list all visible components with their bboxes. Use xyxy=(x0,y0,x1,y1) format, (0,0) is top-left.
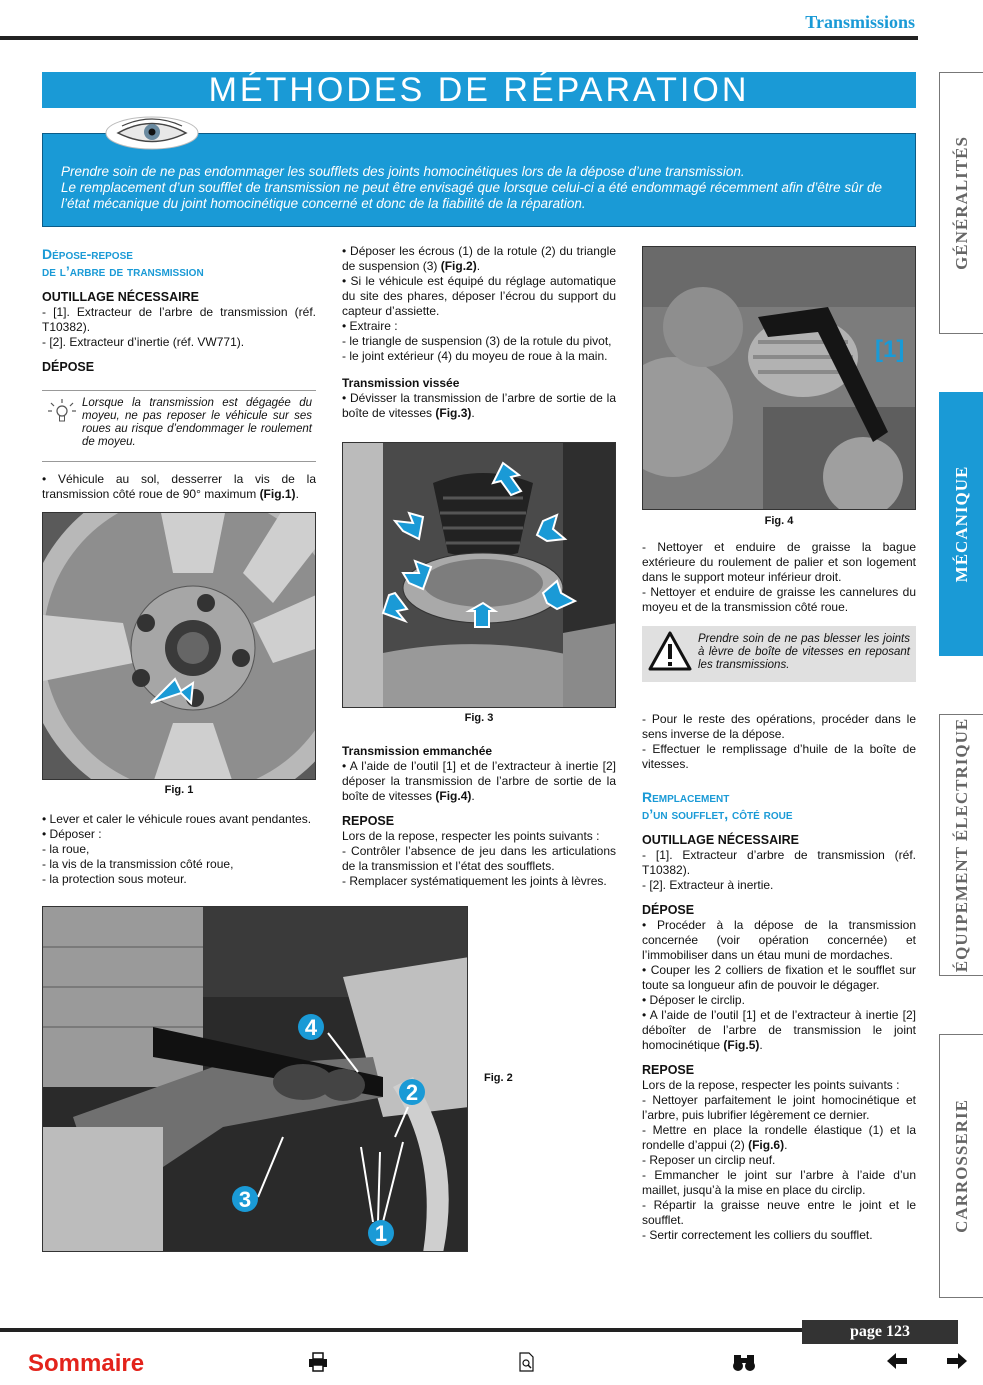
paragraph: - Reposer un circlip neuf. xyxy=(642,1153,776,1167)
tab-carrosserie[interactable]: CARROSSERIE xyxy=(939,1034,983,1298)
paragraph: - Répartir la graisse neuve entre le joint et le soufflet. xyxy=(642,1198,916,1227)
arrow-left-icon[interactable] xyxy=(886,1352,908,1376)
suspension-image xyxy=(43,907,468,1252)
depose-title: DÉPOSE xyxy=(42,360,95,374)
paragraph: Lors de la repose, respecter les points suivants : xyxy=(342,829,600,843)
search-page-icon[interactable] xyxy=(518,1352,536,1378)
list-item: - la protection sous moteur. xyxy=(42,872,187,886)
tab-equipement-electrique[interactable]: ÉQUIPEMENT ÉLECTRIQUE xyxy=(939,714,983,976)
paragraph: • Couper les 2 colliers de fixation et le soufflet sur toute sa longueur afin de pouvoir le dégager. xyxy=(642,963,916,992)
warning-icon xyxy=(648,631,692,671)
figure-3-caption: Fig. 3 xyxy=(464,712,494,724)
print-icon[interactable] xyxy=(308,1352,328,1378)
section-title-remplacement: Remplacement d’un soufflet, côté roue xyxy=(642,789,793,822)
column-1 xyxy=(42,246,316,375)
paragraph: • Procéder à la dépose de la transmission concernée (voir opération concernée) et l’immobiliser dans un étau muni de mordaches. xyxy=(642,918,916,962)
tool-item: - [2]. Extracteur à inertie. xyxy=(642,878,774,892)
paragraph: • A l’aide de l’outil [1] et de l’extracteur à inertie [2] déposer la transmission de l’arbre de sortie de la boîte de vitesses (Fig.4). xyxy=(342,759,616,803)
repose-title: REPOSE xyxy=(342,814,395,828)
driveshaft-image xyxy=(343,443,616,708)
figure-4-caption: Fig. 4 xyxy=(764,515,794,527)
list-item: - la roue, xyxy=(42,842,90,856)
extractor-tool-image xyxy=(643,247,916,510)
page-title: MÉTHODES DE RÉPARATION xyxy=(42,72,916,108)
intro-line-2: Le remplacement d’un soufflet de transmission ne peut être envisagé que lorsque celui-ci a été endommagé récemment afin d’être sûr de l’état mécanique du joint homocinétique concerné et donc de la fiabilité de la réparation. xyxy=(61,180,882,211)
figure-1-photo xyxy=(42,512,316,780)
paragraph: • Dévisser la transmission de l’arbre de sortie de la boîte de vitesses (Fig.3). xyxy=(342,391,616,420)
paragraph: - Contrôler l’absence de jeu dans les articulations de la transmission et l’état des soufflets. xyxy=(342,844,616,873)
paragraph: - Remplacer systématiquement les joints à lèvres. xyxy=(342,874,607,888)
tools-title: OUTILLAGE NÉCESSAIRE xyxy=(42,290,199,304)
callout-1 xyxy=(368,1220,394,1246)
paragraph: - Sertir correctement les colliers du soufflet. xyxy=(642,1228,873,1242)
svg-text:1: 1 xyxy=(374,1221,388,1246)
note-text: Lorsque la transmission est dégagée du moyeu, ne pas reposer le véhicule sur ses roues au risque d’endommager le roulement de moyeu. xyxy=(82,397,312,448)
intro-line-1: Prendre soin de ne pas endommager les soufflets des joints homocinétiques lors de la dépose d’une transmission. xyxy=(61,164,745,179)
callout-2 xyxy=(399,1079,425,1105)
figure-2-photo xyxy=(42,906,468,1252)
paragraph: • Si le véhicule est équipé du réglage automatique du site des phares, déposer l’écrou du support du capteur d’assiette. xyxy=(342,274,616,318)
sommaire-link[interactable]: Sommaire xyxy=(28,1350,145,1377)
figure-4-photo xyxy=(642,246,916,510)
paragraph: • Déposer le circlip. xyxy=(642,993,745,1007)
wheel-hub-image xyxy=(43,513,316,780)
note-box xyxy=(42,390,316,462)
vissee-title: Transmission vissée xyxy=(342,376,460,390)
paragraph: - Nettoyer et enduire de graisse la bague extérieure du roulement de palier et son logement dans le support moteur inférieur droit. xyxy=(642,540,916,584)
section-title-depose-repose: Dépose-repose de l’arbre de transmission xyxy=(42,246,204,279)
binoculars-icon[interactable] xyxy=(732,1352,756,1378)
warning-box xyxy=(642,626,916,682)
paragraph: - Effectuer le remplissage d’huile de la boîte de vitesses. xyxy=(642,742,916,771)
paragraph: - Mettre en place la rondelle élastique (1) et la rondelle d’appui (2) (Fig.6). xyxy=(642,1123,916,1152)
emmanchee-block xyxy=(342,744,616,889)
depose-title: DÉPOSE xyxy=(642,903,695,917)
column-2 xyxy=(342,244,616,421)
tool-item: - [2]. Extracteur d’inertie (réf. VW771). xyxy=(42,335,245,349)
figure-3-photo xyxy=(342,442,616,708)
tool-item: - [1]. Extracteur de l’arbre de transmission (réf. T10382). xyxy=(42,305,316,334)
figure-1-caption: Fig. 1 xyxy=(164,784,194,796)
page-number: page 123 xyxy=(802,1320,958,1344)
list-item: • Lever et caler le véhicule roues avant pendantes. xyxy=(42,812,312,826)
paragraph: • Déposer les écrous (1) de la rotule (2) du triangle de suspension (3) (Fig.2). xyxy=(342,244,616,273)
bottom-rule xyxy=(0,1328,918,1332)
arrow-right-icon[interactable] xyxy=(946,1352,968,1376)
paragraph: - le triangle de suspension (3) de la rotule du pivot, xyxy=(342,334,612,348)
tab-mecanique[interactable]: MÉCANIQUE xyxy=(939,392,983,656)
paragraph: - Pour le reste des opérations, procéder dans le sens inverse de la dépose. xyxy=(642,712,916,741)
paragraph: - Nettoyer et enduire de graisse les cannelures du moyeu et de la transmission côté roue. xyxy=(642,585,916,614)
callout-3 xyxy=(232,1186,258,1212)
paragraph: - Emmancher le joint sur l’arbre à l’aide d’un maillet, jusqu’à la mise en place du circlip. xyxy=(642,1168,916,1197)
figure-2-caption: Fig. 2 xyxy=(484,1072,513,1084)
paragraph: • Extraire : xyxy=(342,319,398,333)
emmanchee-title: Transmission emmanchée xyxy=(342,744,493,758)
tool-item: - [1]. Extracteur d’arbre de transmission (réf. T10382). xyxy=(642,848,916,877)
column-3-top xyxy=(642,540,916,615)
list-item: - la vis de la transmission côté roue, xyxy=(42,857,234,871)
svg-text:3: 3 xyxy=(238,1187,252,1212)
top-rule xyxy=(0,36,918,40)
eye-icon xyxy=(104,116,200,150)
svg-text:2: 2 xyxy=(405,1080,419,1105)
tools-title: OUTILLAGE NÉCESSAIRE xyxy=(642,833,799,847)
steps-list xyxy=(42,812,316,887)
paragraph: - Nettoyer parfaitement le joint homocinétique et l’arbre, puis lubrifier légèrement ce dernier. xyxy=(642,1093,916,1122)
tool-label-1: [1] xyxy=(875,336,905,363)
svg-text:4: 4 xyxy=(304,1015,318,1040)
section-header: Transmissions xyxy=(805,12,915,32)
list-item: • Déposer : xyxy=(42,827,102,841)
paragraph: • A l’aide de l’outil [1] et de l’extracteur à inertie [2] déboîter de l’arbre de transmission le joint homocinétique (Fig.5). xyxy=(642,1008,916,1052)
tab-generalites[interactable]: GÉNÉRALITÉS xyxy=(939,72,983,334)
paragraph: - le joint extérieur (4) du moyeu de roue à la main. xyxy=(342,349,608,363)
step-1: • Véhicule au sol, desserrer la vis de la transmission côté roue de 90° maximum (Fig.1). xyxy=(42,472,316,501)
repose-title: REPOSE xyxy=(642,1063,695,1077)
warning-text: Prendre soin de ne pas blesser les joints à lèvre de boîte de vitesses en reposant les transmissions. xyxy=(698,633,910,671)
column-3-mid xyxy=(642,712,916,1243)
paragraph: Lors de la repose, respecter les points suivants : xyxy=(642,1078,900,1092)
lightbulb-icon xyxy=(46,397,78,425)
callout-4 xyxy=(298,1014,324,1040)
